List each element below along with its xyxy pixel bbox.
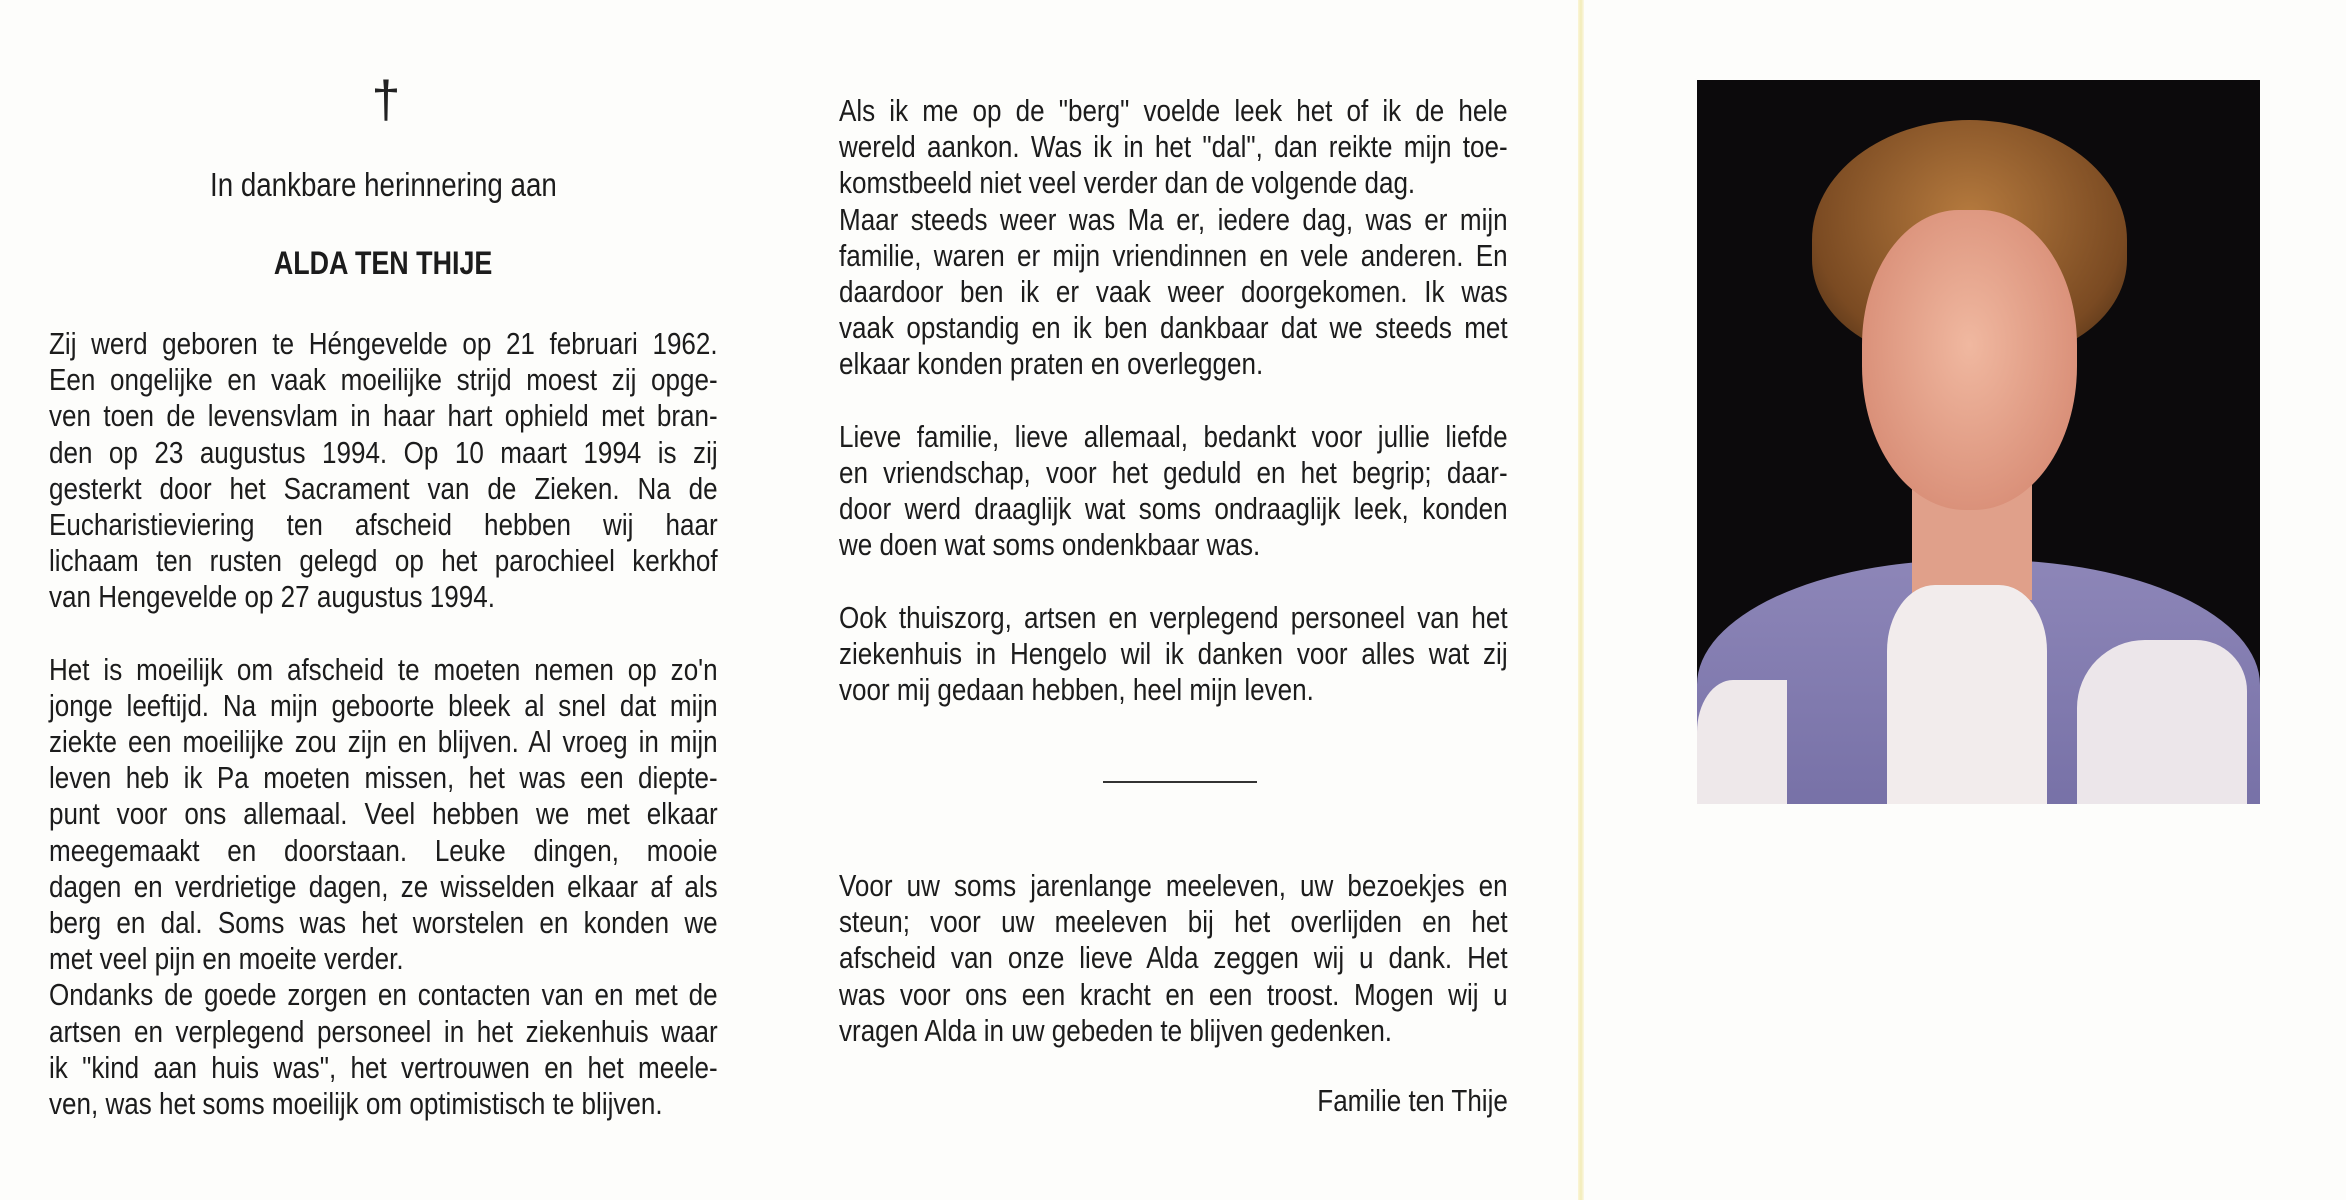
name-text: ALDA TEN THIJE [274,245,493,281]
text-line: familie, waren er mijn vriendinnen en vele anderen. En [839,237,1508,273]
text-line: gesterkt door het Sacrament van de Zieken. Na de [49,470,718,506]
text-line: van Hengevelde op 27 augustus 1994. [49,579,495,615]
text-line: leven heb ik Pa moeten missen, het was een diepte- [49,760,718,796]
divider-line [1103,781,1257,783]
text-line: en vriendschap, voor het geduld en het begrip; daar- [839,454,1508,490]
text-line: Maar steeds weer was Ma er, iedere dag, was er mijn [839,201,1508,237]
text-line: Een ongelijke en vaak moeilijke strijd moest zij opge- [49,362,718,398]
text-line: we doen wat soms ondenkbaar was. [839,527,1261,563]
photo-collar [1887,585,2047,804]
text-line: dagen en verdrietige dagen, ze wisselden elkaar af als [49,868,718,904]
signoff [1160,1083,1508,1119]
signoff-text: Familie ten Thije [1317,1083,1508,1118]
cross-icon: † [371,71,401,129]
text-line: artsen en verplegend personeel in het ziekenhuis waar [49,1013,718,1049]
text-line: Lieve familie, lieve allemaal, bedankt voor jullie liefde [839,418,1508,454]
text-line: met veel pijn en moeite verder. [49,941,404,977]
text-line: punt voor ons allemaal. Veel hebben we met elkaar [49,796,718,832]
text-line: berg en dal. Soms was het worstelen en konden we [49,905,718,940]
text-line: afscheid van onze lieve Alda zeggen wij u dank. Het [839,940,1508,976]
text-line: den op 23 augustus 1994. Op 10 maart 1994 is zij [49,434,718,470]
text-line: ven, was het soms moeilijk om optimistisch te blijven. [49,1085,663,1121]
text-line: Ook thuiszorg, artsen en verplegend personeel van het [839,599,1508,635]
photo-face [1862,210,2077,510]
text-line: Zij werd geboren te Héngevelde op 21 februari 1962. [49,326,718,361]
middle-text-column [839,93,1508,708]
text-line: ik "kind aan huis was", het vertrouwen en het meele- [49,1049,718,1085]
text-line: wereld aankon. Was ik in het "dal", dan reikte mijn toe- [839,129,1508,165]
paragraph-gap [49,616,718,652]
text-line: steun; voor uw meeleven bij het overlijden en het [839,904,1508,940]
text-line: elkaar konden praten en overleggen. [839,346,1264,382]
text-line: komstbeeld niet veel verder dan de volgende dag. [839,165,1416,201]
left-text-column [49,326,718,1122]
text-line: vragen Alda in uw gebeden te blijven gedenken. [839,1012,1393,1048]
photo-sleeve-left [1697,680,1787,804]
deceased-name [49,245,718,282]
text-line: vaak opstandig en ik ben dankbaar dat we steeds met [839,310,1508,346]
text-line: ziekte een moeilijke zou zijn en blijven. Al vroeg in mijn [49,724,718,760]
text-line: daardoor ben ik er vaak weer doorgekomen. Ik was [839,273,1508,309]
paragraph-gap [839,563,1508,599]
subtitle-text: In dankbare herinnering aan [210,166,557,203]
text-line: voor mij gedaan hebben, heel mijn leven. [839,672,1314,707]
text-line: ven toen de levensvlam in haar hart ophield met bran- [49,398,718,434]
paragraph-gap [839,383,1508,419]
text-line: door werd draaglijk wat soms ondraaglijk leek, konden [839,491,1508,527]
memorial-subtitle [49,166,718,204]
text-line: jonge leeftijd. Na mijn geboorte bleek al snel dat mijn [49,687,718,723]
text-line: Het is moeilijk om afscheid te moeten nemen op zo'n [49,651,718,687]
photo-sleeve-right [2077,640,2247,804]
text-line: Eucharistieviering ten afscheid hebben wij haar [49,506,718,542]
thanks-paragraph [839,868,1508,1049]
text-line: ziekenhuis in Hengelo wil ik danken voor alles wat zij [839,635,1508,671]
portrait-photo [1697,80,2260,804]
text-line: was voor ons een kracht en een troost. Mogen wij u [839,976,1508,1012]
text-line: Als ik me op de "berg" voelde leek het of ik de hele [839,93,1508,128]
text-line: Ondanks de goede zorgen en contacten van en met de [49,977,718,1013]
text-line: meegemaakt en doorstaan. Leuke dingen, mooie [49,832,718,868]
card-fold [1578,0,1584,1200]
text-line: lichaam ten rusten gelegd op het parochieel kerkhof [49,543,718,579]
text-line: Voor uw soms jarenlange meeleven, uw bezoekjes en [839,868,1508,903]
